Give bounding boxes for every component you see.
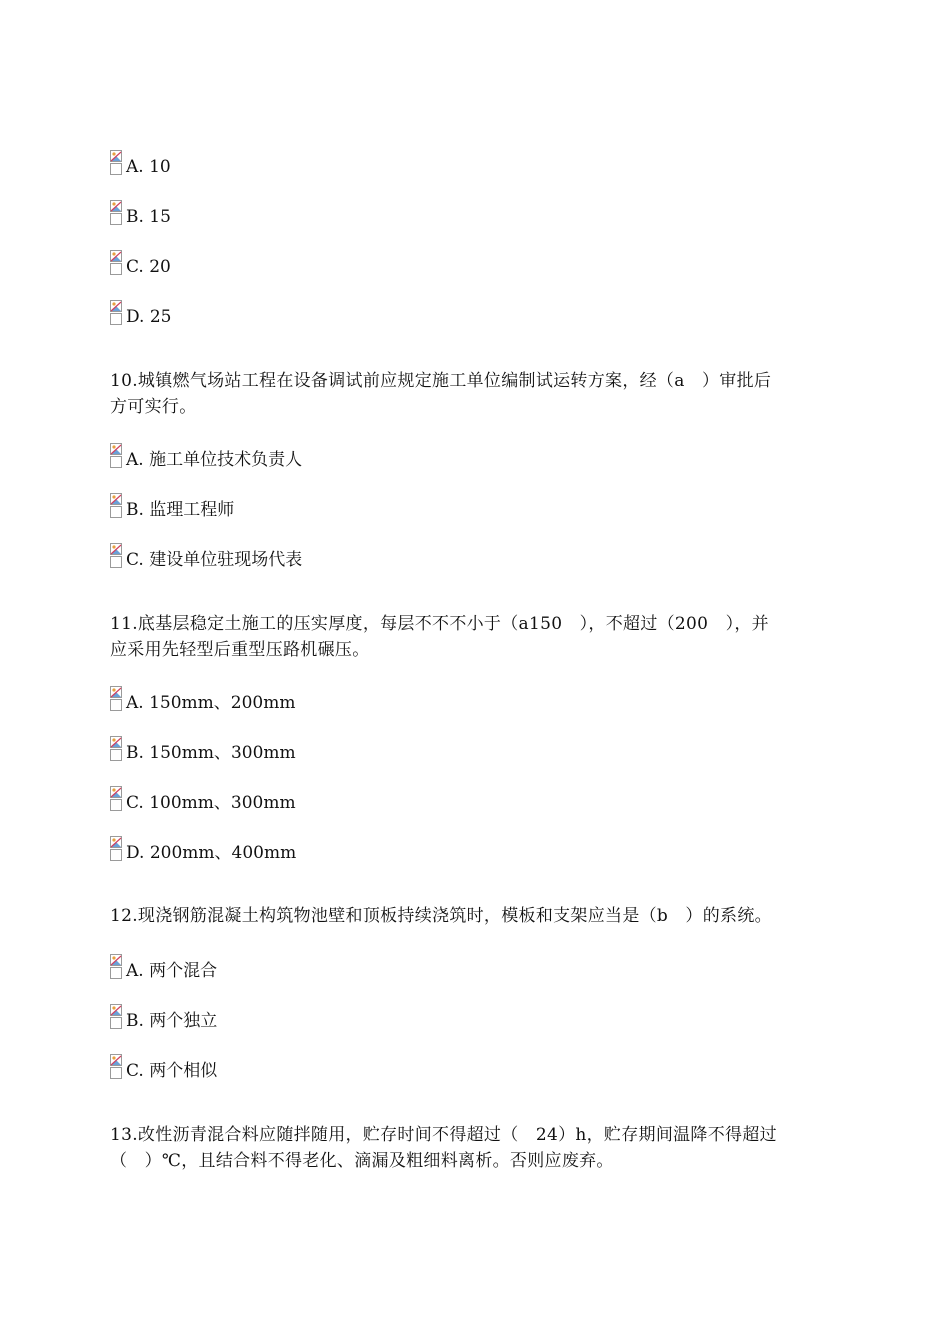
question-text: 10.城镇燃气场站工程在设备调试前应规定施工单位编制试运转方案，经（a ）审批后 [110, 371, 772, 391]
option-item [110, 300, 171, 328]
option-item [110, 836, 296, 864]
question-text: 11.底基层稳定土施工的压实厚度，每层不不不小于（a150 ），不超过（200 ），并 [110, 614, 769, 634]
option-label: C. 建设单位驻现场代表 [126, 550, 303, 570]
option-item [110, 200, 171, 228]
option-item [110, 150, 171, 178]
broken-image-icon [110, 543, 124, 569]
option-label: C. 20 [126, 257, 171, 277]
broken-image-icon [110, 786, 124, 812]
broken-image-icon [110, 736, 124, 762]
option-item [110, 250, 171, 278]
broken-image-icon [110, 200, 124, 226]
option-label: B. 监理工程师 [126, 500, 235, 520]
option-label: B. 两个独立 [126, 1011, 218, 1031]
option-label: C. 两个相似 [126, 1061, 218, 1081]
option-label: A. 10 [126, 157, 171, 177]
broken-image-icon [110, 250, 124, 276]
option-item [110, 686, 295, 714]
option-label: B. 150mm、300mm [126, 743, 296, 763]
option-label: A. 施工单位技术负责人 [126, 450, 303, 470]
question-text: （ ）℃，且结合料不得老化、滴漏及粗细料离析。否则应废弃。 [110, 1151, 614, 1171]
question-text: 12.现浇钢筋混凝土构筑物池壁和顶板持续浇筑时，模板和支架应当是（b ）的系统。 [110, 906, 772, 926]
option-label: A. 两个混合 [126, 961, 218, 981]
broken-image-icon [110, 954, 124, 980]
broken-image-icon [110, 836, 124, 862]
option-item [110, 543, 302, 571]
question-text: 13.改性沥青混合料应随拌随用，贮存时间不得超过（ 24）h，贮存期间温降不得超过 [110, 1125, 777, 1145]
broken-image-icon [110, 150, 124, 176]
option-label: B. 15 [126, 207, 171, 227]
option-item [110, 1004, 217, 1032]
broken-image-icon [110, 1004, 124, 1030]
option-label: D. 200mm、400mm [126, 843, 297, 863]
option-item [110, 954, 217, 982]
broken-image-icon [110, 1054, 124, 1080]
question-text: 方可实行。 [110, 397, 197, 417]
option-label: A. 150mm、200mm [126, 693, 296, 713]
broken-image-icon [110, 493, 124, 519]
broken-image-icon [110, 300, 124, 326]
option-item [110, 1054, 217, 1082]
option-item [110, 736, 296, 764]
question-text: 应采用先轻型后重型压路机碾压。 [110, 640, 370, 660]
option-label: D. 25 [126, 307, 172, 327]
broken-image-icon [110, 686, 124, 712]
option-item [110, 493, 234, 521]
option-item [110, 443, 302, 471]
broken-image-icon [110, 443, 124, 469]
option-item [110, 786, 296, 814]
option-label: C. 100mm、300mm [126, 793, 296, 813]
